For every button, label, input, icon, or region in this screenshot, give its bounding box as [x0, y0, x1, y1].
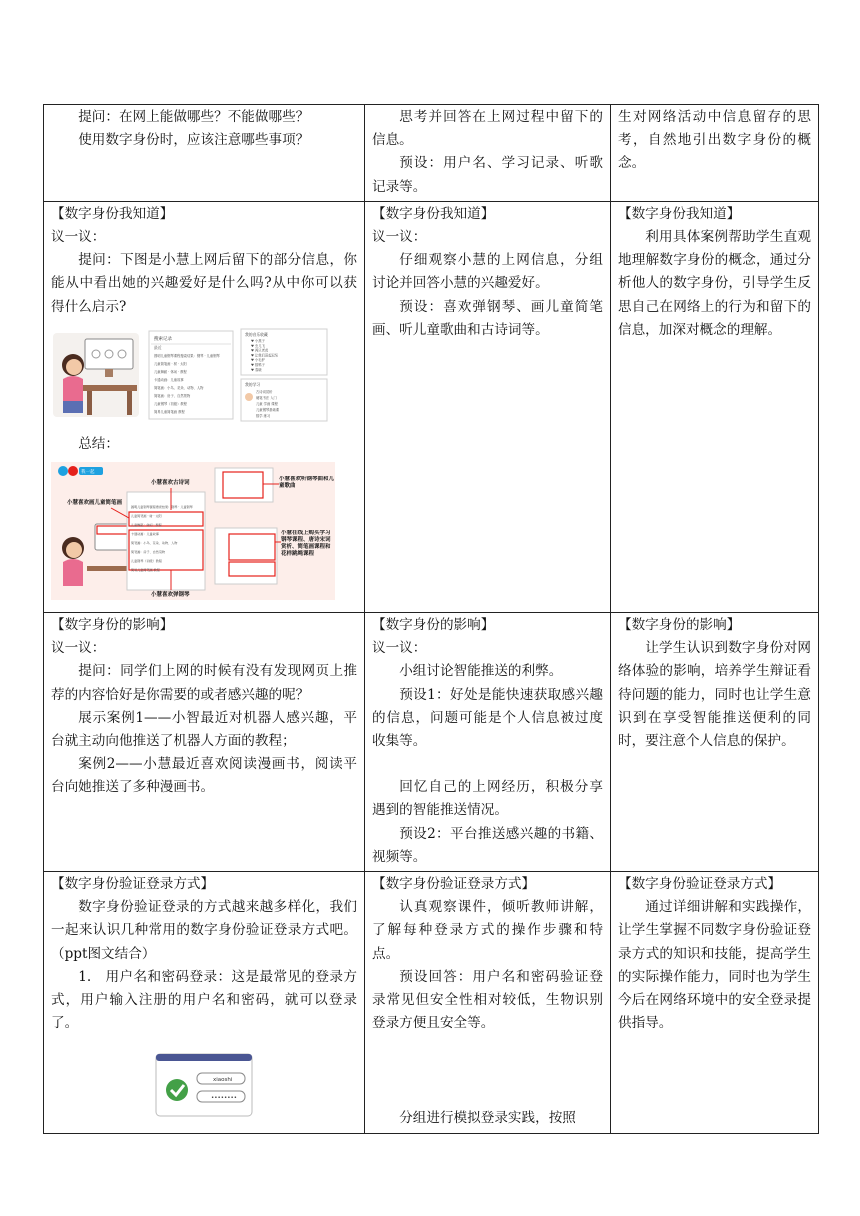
sub-heading: 议一议： — [51, 229, 106, 246]
question-text: 提问：同学们上网的时候有没有发现网页上推荐的内容恰好是你需要的或者感兴趣的呢？ — [51, 663, 357, 703]
search-history-panel — [149, 331, 233, 419]
student-preset: 预设回答：用户名和密码验证登录常见但安全性相对较低，生物识别登录方便且安全等。 — [372, 968, 603, 1032]
student-practice: 分组进行模拟登录实践，按照 — [399, 1110, 576, 1127]
history-item: 儿童舞蹈 · 休闲 · 教程 — [154, 369, 187, 374]
student-activity-cell — [365, 201, 611, 612]
section-heading: 【数字身份验证登录方式】 — [51, 876, 215, 893]
history-item: 儿童钢琴（初级）教程 — [154, 401, 187, 406]
section-heading: 【数字身份的影响】 — [51, 617, 174, 634]
history-item: 简易儿童简笔画 教程 — [131, 568, 160, 573]
student-text: 仔细观察小慧的上网信息，分组讨论并回答小慧的兴趣爱好。 — [372, 252, 603, 292]
design-intent-cell — [611, 201, 819, 612]
section-heading: 【数字身份验证登录方式】 — [618, 876, 782, 893]
svg-text:xiaoshi: xiaoshi — [213, 1077, 233, 1084]
design-intent-cell — [611, 613, 819, 872]
question-text: 提问：下图是小慧上网后留下的部分信息，你能从中看出她的兴趣爱好是什么吗?从中你可以获得什么启示? — [51, 252, 357, 315]
browsing-history-figure — [51, 327, 331, 423]
intent-text: 生对网络活动中信息留存的思考，自然地引出数字身份的概念。 — [618, 109, 811, 172]
callout-song: 小慧喜欢听钢琴曲和儿童歌曲 — [279, 476, 335, 490]
interest-summary-figure — [51, 462, 335, 600]
lesson-plan-table — [43, 104, 819, 1134]
song-item: ♥ 虫儿飞 — [251, 343, 265, 348]
callout-draw: 小慧喜欢画儿童简笔画 — [67, 500, 123, 507]
svg-text:我的音乐收藏: 我的音乐收藏 — [245, 331, 268, 337]
student-activity-cell — [365, 105, 611, 202]
teacher-activity-cell — [44, 872, 365, 1134]
callout-poem: 小慧喜欢古诗词 — [151, 480, 190, 487]
history-item: 简易儿童简笔画 教程 — [154, 409, 185, 414]
teacher-activity-cell — [44, 613, 365, 872]
svg-text:最近: 最近 — [154, 344, 162, 350]
student-text: 认真观察课件，倾听教师讲解，了解每种登录方式的操作步骤和特点。 — [372, 899, 603, 962]
student-text: 小组讨论智能推送的利弊。 — [399, 663, 563, 680]
intent-text: 利用具体案例帮助学生直观地理解数字身份的概念，通过分析他人的数字身份，引导学生反思自己在网络上的行为和留下的信息，加深对概念的理解。 — [618, 229, 811, 338]
student-preset: 预设：用户名、学习记录、听歌记录等。 — [372, 155, 603, 195]
question-1: 提问：在网上能做哪些？不能做哪些？ — [78, 109, 310, 125]
sub-heading: 议一议： — [372, 640, 427, 657]
teacher-activity-cell — [44, 201, 365, 612]
badge-text: 我一起 — [81, 470, 95, 476]
login-header-bar — [156, 1054, 252, 1061]
student-preset-2: 预设2：平台推送感兴趣的书籍、视频等。 — [372, 825, 603, 865]
section-heading: 【数字身份验证登录方式】 — [372, 876, 536, 893]
section-heading: 【数字身份我知道】 — [372, 205, 495, 222]
svg-text:••••••••: •••••••• — [211, 1095, 237, 1102]
history-item: 简笔画：小鸟、花朵、动物、人物 — [154, 385, 204, 390]
callout-online: 小慧在线上购买学习钢琴课程、唐诗宋词赏析、简笔画课程和花样跳绳课程 — [281, 530, 331, 558]
intent-text: 通过详细讲解和实践操作，让学生掌握不同数字身份验证登录方式的知识和技能，提高学生的实际操作能力，同时也为学生今后在网络环境中的安全登录提供指导。 — [618, 899, 811, 1032]
sub-heading: 议一议： — [51, 640, 106, 657]
case-2-text: 案例2——小慧最近喜欢阅读漫画书，阅读平台向她推送了多种漫画书。 — [51, 756, 357, 796]
summary-label: 总结： — [78, 435, 119, 452]
student-preset-1: 预设1：好处是能快速获取感兴趣的信息，问题可能是个人信息被过度收集等。 — [372, 686, 603, 750]
history-item: 简笔画：房子、自然景物 — [154, 393, 191, 398]
song-item: ♥ 春晓 — [251, 367, 262, 372]
song-item: ♥ 数鸭子 — [251, 362, 265, 367]
study-item: 儿童 学画 课程 — [256, 401, 278, 406]
study-panel — [241, 379, 327, 421]
search-history-title: 搜索记录 — [154, 336, 172, 342]
study-item: 数学 练习 — [256, 413, 271, 418]
intro-text: 数字身份验证登录的方式越来越多样化，我们一起来认识几种常用的数字身份验证登录方式吧。（ppt图文结合） — [51, 899, 357, 962]
table-row — [44, 201, 819, 612]
intent-text: 让学生认识到数字身份对网络体验的影响，培养学生辩证看待问题的能力，同时也让学生意识到在享受智能推送便利的同时，要注意个人信息的保护。 — [618, 640, 811, 750]
section-heading: 【数字身份我知道】 — [618, 205, 741, 222]
history-item: 圆明儿童钢琴课程搜索结果：钢琴 · 儿童钢琴 — [154, 353, 220, 358]
history-item: 儿童简笔画 · 树 · 太阳 — [154, 361, 187, 366]
login-method-1: 1. 用户名和密码登录：这是最常见的登录方式，用户输入注册的用户名和密码，就可以登录了。 — [51, 968, 357, 1032]
svg-text:我的学习: 我的学习 — [245, 381, 261, 387]
table-row — [44, 105, 819, 202]
history-item: 圆明儿童钢琴课程搜索结果：钢琴 · 儿童钢琴 — [131, 505, 193, 510]
check-icon — [166, 1079, 188, 1101]
question-2: 使用数字身份时，应该注意哪些事项？ — [78, 132, 310, 149]
student-text-2: 回忆自己的上网经历，积极分享遇到的智能推送情况。 — [372, 779, 603, 819]
history-item: 儿童简笔画 · 树 · 太阳 — [131, 514, 162, 519]
history-item: 简笔画：房子、自然景物 — [131, 550, 166, 555]
study-item: 儿童钢琴基础课 — [256, 407, 280, 412]
table-row — [44, 872, 819, 1134]
study-item: 硬笔书法 入门 — [256, 395, 277, 400]
teacher-activity-cell — [44, 105, 365, 202]
song-item: ♥ 让我们荡起双桨 — [251, 353, 279, 358]
history-item: 儿童钢琴（初级）教程 — [131, 559, 162, 564]
case-1-text: 展示案例1——小智最近对机器人感兴趣，平台就主动向他推送了机器人方面的教程； — [51, 709, 357, 750]
section-heading: 【数字身份我知道】 — [51, 205, 174, 222]
history-item: 儿童舞蹈 · 休闲 · 教程 — [131, 523, 162, 528]
history-item: 卡通动画：儿童故事 — [131, 532, 159, 537]
section-heading: 【数字身份的影响】 — [618, 617, 741, 634]
song-item: ♥ 小毛驴 — [251, 358, 265, 363]
study-item: 古诗词赏析 — [256, 389, 273, 394]
section-heading: 【数字身份的影响】 — [372, 617, 495, 634]
sub-heading: 议一议： — [372, 229, 427, 246]
music-panel — [241, 329, 327, 375]
design-intent-cell — [611, 872, 819, 1134]
girl-computer-illustration — [53, 333, 139, 417]
song-item: ♥ 小燕子 — [251, 338, 265, 343]
song-item: ♥ 两只老虎 — [251, 348, 269, 353]
history-item: 简笔画：小鸟、花朵、动物、人物 — [131, 541, 178, 546]
student-activity-cell — [365, 872, 611, 1134]
design-intent-cell — [611, 105, 819, 202]
student-activity-cell — [365, 613, 611, 872]
table-row — [44, 613, 819, 872]
student-preset: 预设：喜欢弹钢琴、画儿童简笔画、听儿童歌曲和古诗词等。 — [372, 298, 603, 338]
login-illustration — [155, 1053, 255, 1117]
student-text: 思考并回答在上网过程中留下的信息。 — [372, 109, 603, 149]
history-item: 卡通动画：儿童故事 — [154, 377, 184, 382]
callout-piano: 小慧喜欢弹钢琴 — [151, 592, 190, 599]
